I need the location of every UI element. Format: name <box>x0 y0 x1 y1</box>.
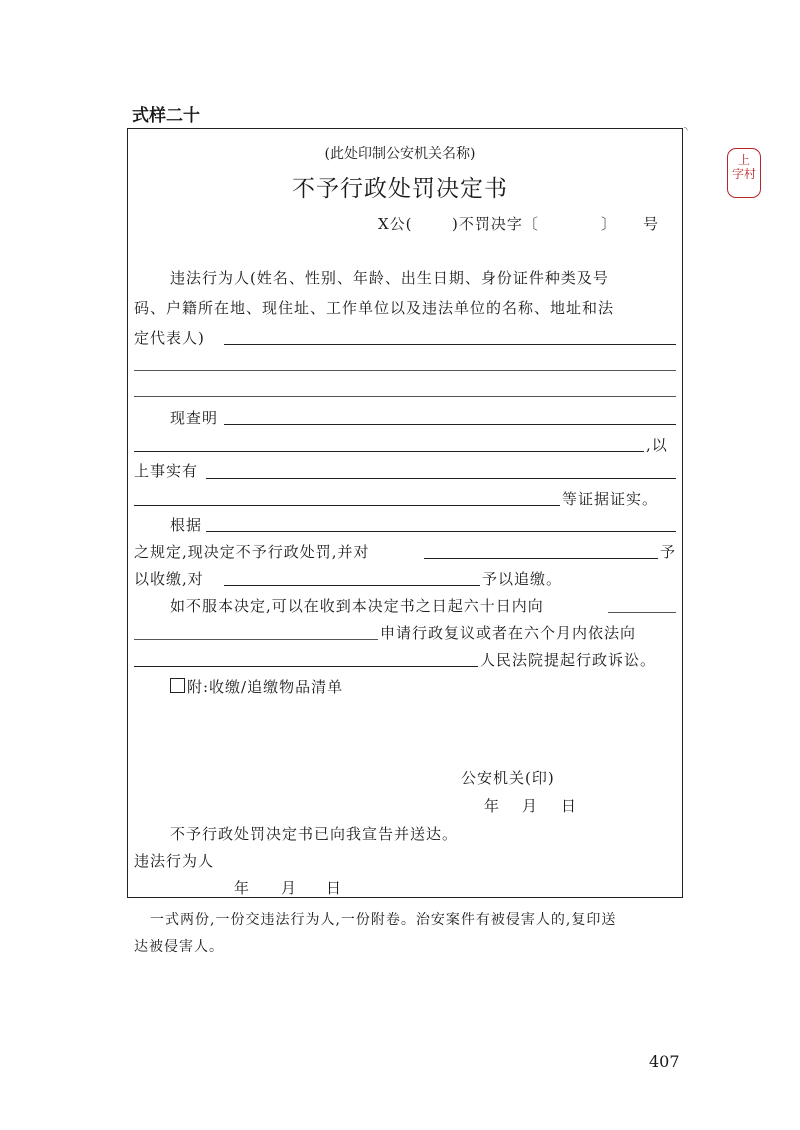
doc-number-prefix: X公( <box>378 215 413 233</box>
violator-fill-line-3[interactable] <box>134 396 676 397</box>
attachment-label: 附:收缴/追缴物品清单 <box>187 678 344 696</box>
found-label: 现查明 <box>170 409 219 427</box>
sign-year: 年 <box>234 879 251 897</box>
corner-mark-icon: ◝ <box>684 126 688 136</box>
facts-fill-line-2[interactable] <box>134 505 560 506</box>
court-fill-line[interactable] <box>134 666 478 667</box>
collect-fill-line[interactable] <box>224 585 480 586</box>
basis-label: 根据 <box>170 516 203 534</box>
date-day: 日 <box>561 797 578 815</box>
violator-label-line1: 违法行为人(姓名、性别、年龄、出生日期、身份证件种类及号 <box>170 269 609 287</box>
seal-char-1: 上 <box>737 153 750 167</box>
sign-day: 日 <box>326 879 343 897</box>
evidence-suffix: 等证据证实。 <box>562 490 659 508</box>
appeal-agency-fill-line-1[interactable] <box>608 612 676 613</box>
comma-yi-text: ,以 <box>646 436 668 454</box>
footnote-line-1: 一式两份,一份交违法行为人,一份附卷。治安案件有被侵害人的,复印送 <box>150 912 617 928</box>
authority-seal-text: 公安机关(印) <box>461 769 555 787</box>
form-sample-label: 式样二十 <box>132 106 200 126</box>
violator-signature-label: 违法行为人 <box>134 852 215 870</box>
decision-items-fill-line[interactable] <box>424 558 658 559</box>
footnote-line-2: 达被侵害人。 <box>134 939 224 955</box>
document-title: 不予行政处罚决定书 <box>292 176 508 202</box>
violator-label-line2: 码、户籍所在地、现住址、工作单位以及违法单位的名称、地址和法 <box>134 299 615 317</box>
decision-give-text: 予 <box>660 543 677 561</box>
doc-number-mid: )不罚决字〔 <box>452 215 539 233</box>
collect-suffix: 予以追缴。 <box>482 570 563 588</box>
date-month: 月 <box>522 797 539 815</box>
served-statement: 不予行政处罚决定书已向我宣告并送达。 <box>170 825 459 843</box>
found-fill-line-2[interactable] <box>134 451 644 452</box>
page-number: 407 <box>649 1052 680 1071</box>
appeal-agency-fill-line-2[interactable] <box>134 639 378 640</box>
attachment-row <box>170 676 343 697</box>
doc-number-end: 〕 <box>601 215 618 233</box>
violator-label-line3: 定代表人) <box>134 329 205 347</box>
basis-fill-line[interactable] <box>206 531 676 532</box>
facts-fill-line-1[interactable] <box>206 478 676 479</box>
org-name-placeholder: (此处印制公安机关名称) <box>324 146 476 162</box>
collect-prefix: 以收缴,对 <box>134 570 204 588</box>
appeal-line-1: 如不服本决定,可以在收到本决定书之日起六十日内向 <box>170 597 544 615</box>
date-year: 年 <box>484 797 501 815</box>
doc-number-suffix: 号 <box>643 215 660 233</box>
violator-fill-line-1[interactable] <box>224 344 676 345</box>
form-border <box>127 128 683 898</box>
violator-fill-line-2[interactable] <box>134 370 676 371</box>
decision-prefix: 之规定,现决定不予行政处罚,并对 <box>134 543 370 561</box>
attachment-checkbox[interactable] <box>170 678 185 693</box>
found-fill-line-1[interactable] <box>224 424 676 425</box>
appeal-line-3: 人民法院提起行政诉讼。 <box>480 651 657 669</box>
appeal-line-2: 申请行政复议或者在六个月内依法向 <box>380 624 637 642</box>
facts-label: 上事实有 <box>134 462 199 480</box>
sign-month: 月 <box>281 879 298 897</box>
seal-char-2: 字村 <box>731 167 756 181</box>
